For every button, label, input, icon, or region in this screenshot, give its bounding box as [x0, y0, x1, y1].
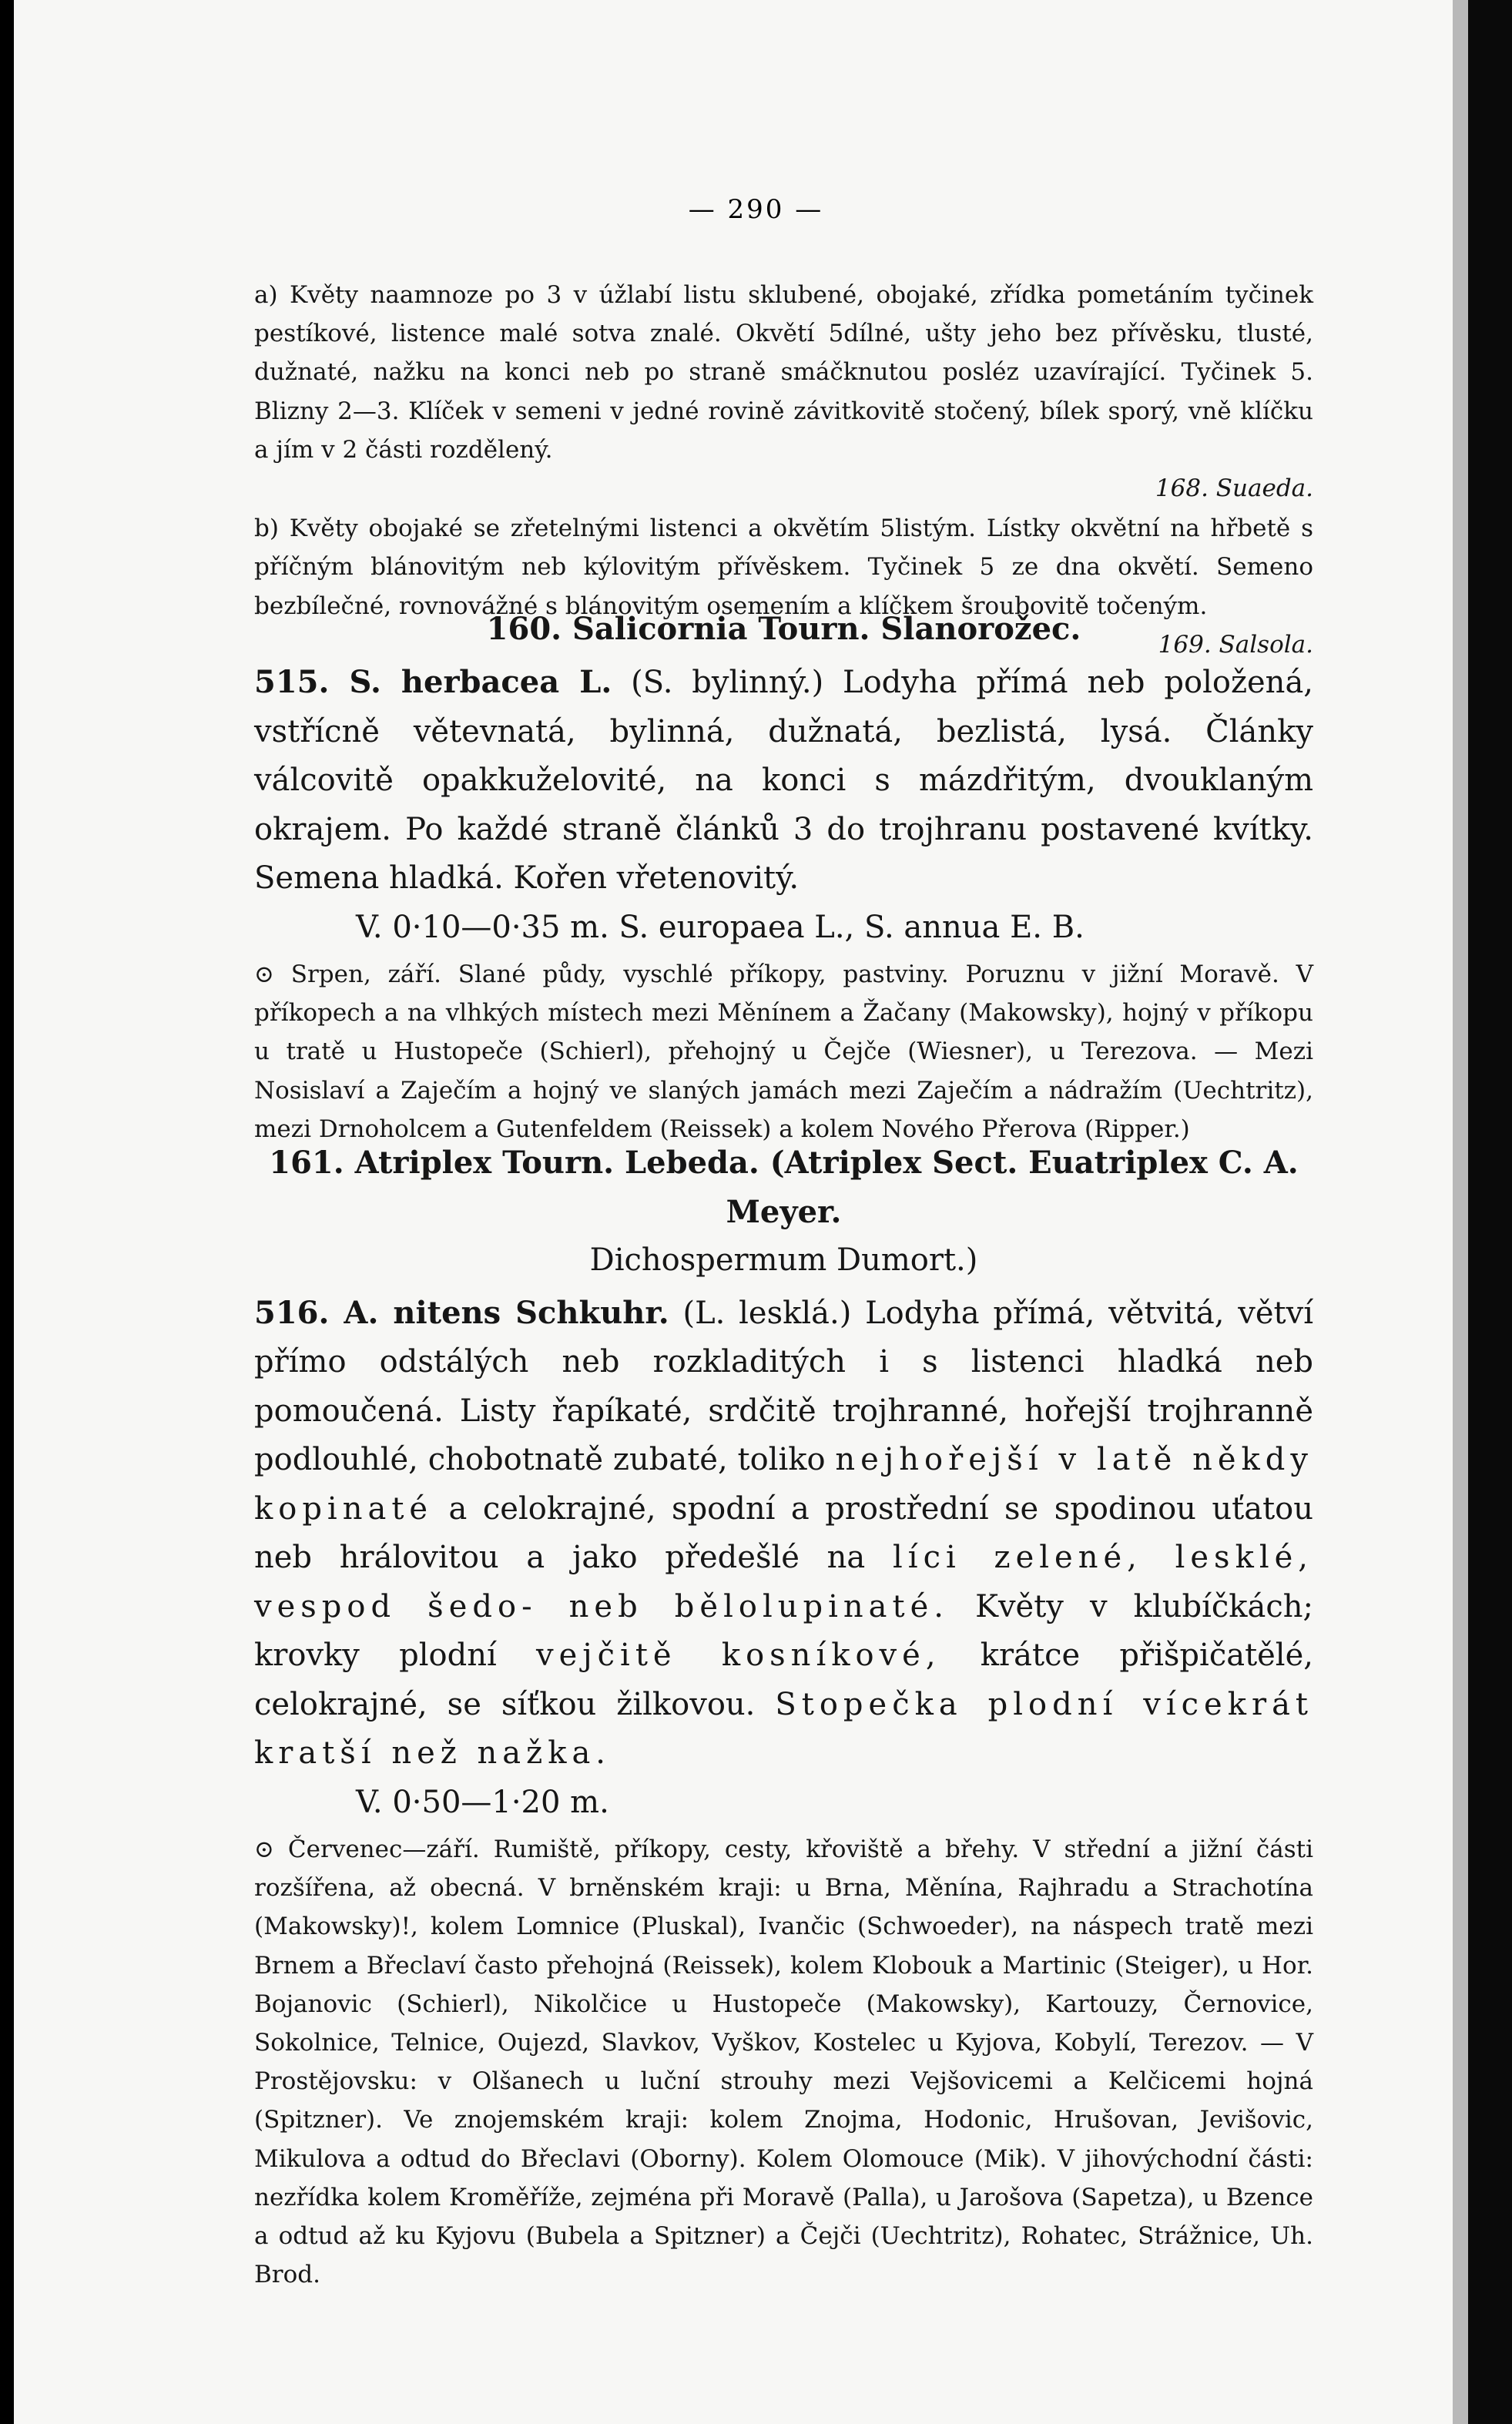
species-516-text-c: Květy v klubíčkách; krovky plodní [254, 1588, 1313, 1673]
genus-161-heading: 161. Atriplex Tourn. Lebeda. (Atriplex Sect. Euatriplex C. A. Meyer. [269, 1145, 1299, 1230]
species-516-description [254, 1289, 1313, 1779]
atriplex-section [254, 1138, 1313, 2294]
species-515-localities: ⊙ Srpen, září. Slané půdy, vyschlé příkopy, pastviny. Poruznu v jižní Moravě. V příkopech a na vlhkých místech mezi Měnínem a Žačany (Makowsky), hojný v příkopu u tratě u Hustopeče (Schierl), přehojný u Čejče (Wiesner), u Terezova. — Mezi Nosislaví a Zaječím a hojný ve slaných jamách mezi Zaječím a nádražím (Uechtritz), mezi Drnoholcem a Gutenfeldem (Reissek) a kolem Nového Přerova (Ripper.) [254, 961, 1313, 1143]
genus-160-heading: 160. Salicornia Tourn. Slanorožec. [486, 611, 1081, 647]
species-515-title: 515. S. herbacea L. [254, 664, 612, 700]
page-number: — 290 — [688, 194, 824, 225]
species-516-size: V. 0·50—1·20 m. [356, 1784, 609, 1820]
species-516-title: 516. A. nitens Schkuhr. [254, 1294, 669, 1331]
species-516-text-a: (L. lesklá.) Lodyha přímá, větvitá, větví přímo odstálých neb rozkladitých i s listenci hladká neb pomoučená. Listy řapíkaté, srdčitě trojhranné, hořejší trojhranně podlouhlé, chobotnatě zubaté, toliko [254, 1295, 1313, 1477]
species-516-spaced-a: nejhořejší v latě někdy kopinaté [254, 1442, 1313, 1527]
species-515-text: (S. bylinný.) Lodyha přímá neb položená, vstřícně větevnatá, bylinná, dužnatá, bezlistá, lysá. Články válcovitě opakkuželovité, na konci s mázdřitým, dvouklaným okrajem. Po každé straně článků 3 do trojhranu postavené kvítky. Semena hladká. Kořen vřetenovitý. [254, 665, 1314, 896]
species-516-spaced-c: vejčitě kosníkové, [535, 1638, 941, 1673]
species-516-text-b: a celokrajné, spodní a prostřední se spodinou uťatou neb hrálovitou a jako předešlé na [254, 1490, 1313, 1575]
genus-161-synonym: Dichospermum Dumort.) [589, 1242, 978, 1278]
species-515-description [254, 658, 1313, 904]
key-ref-a: 168. Suaeda. [1155, 474, 1313, 503]
species-516-spaced-b: líci zelené, lesklé, vespod šedo- neb bělolupinaté. [254, 1540, 1313, 1624]
key-paragraph-a [254, 276, 1313, 469]
page-edge [1453, 0, 1468, 2424]
salicornia-section [254, 605, 1313, 1148]
species-516-localities: ⊙ Červenec—září. Rumiště, příkopy, cesty, křoviště a břehy. V střední a jižní části rozšířena, až obecná. V brněnském kraji: u Brna, Měnína, Rajhradu a Strachotína (Makowsky)!, kolem Lomnice (Pluskal), Ivančic (Schwoeder), na náspech tratě mezi Brnem a Břeclaví často přehojná (Reissek), kolem Klobouk a Martinic (Steiger), u Hor. Bojanovic (Schierl), Nikolčice u Hustopeče (Makowsky), Kartouzy, Černovice, Sokolnice, Telnice, Oujezd, Slavkov, Vyškov, Kostelec u Kyjova, Kobylí, Terezov. — V Prostějovsku: v Olšanech u luční strouhy mezi Vejšovicemi a Kelčicemi hojná (Spitzner). Ve znojemském kraji: kolem Znojma, Hodonic, Hrušovan, Jevišovic, Mikulova a odtud do Břeclavi (Oborny). Kolem Olomouce (Mik). V jihovýchodní části: nezřídka kolem Kroměříže, zejména při Moravě (Palla), u Jarošova (Sapetza), u Bzence a odtud až ku Kyjovu (Bubela a Spitzner) a Čejči (Uechtritz), Rohatec, Strážnice, Uh. Brod. [254, 1836, 1313, 2289]
species-516-text-d: krátce přišpičatělé, celokrajné, se síťkou žilkovou. [254, 1638, 1313, 1722]
scan-border [1468, 0, 1512, 2424]
species-515-size: V. 0·10—0·35 m. S. europaea L., S. annua E. B. [356, 909, 1085, 945]
species-516-spaced-d: Stopečka plodní vícekrát kratší než nažka. [254, 1686, 1314, 1771]
key-text-b: b) Květy obojaké se zřetelnými listenci a okvětím 5listým. Lístky okvětní na hřbetě s příčným blánovitým neb kýlovitým přívěskem. Tyčinek 5 ze dna okvětí. Semeno bezbílečné, rovnovážné s blánovitým osemením a klíčkem šroubovitě točeným. [254, 515, 1313, 620]
key-text-a: a) Květy naamnoze po 3 v úžlabí listu sklubené, obojaké, zřídka pometáním tyčinek pestíkové, listence malé sotva znalé. Okvětí 5dílné, ušty jeho bez přívěsku, tlusté, dužnaté, nažku na konci neb po straně smáčknutou posléz uzavírající. Tyčinek 5. Blizny 2—3. Klíček v semeni v jedné rovině závitkovitě stočený, bílek sporý, vně klíčku a jím v 2 části rozdělený. [254, 281, 1313, 464]
key-ref-b: 169. Salsola. [1158, 630, 1313, 659]
